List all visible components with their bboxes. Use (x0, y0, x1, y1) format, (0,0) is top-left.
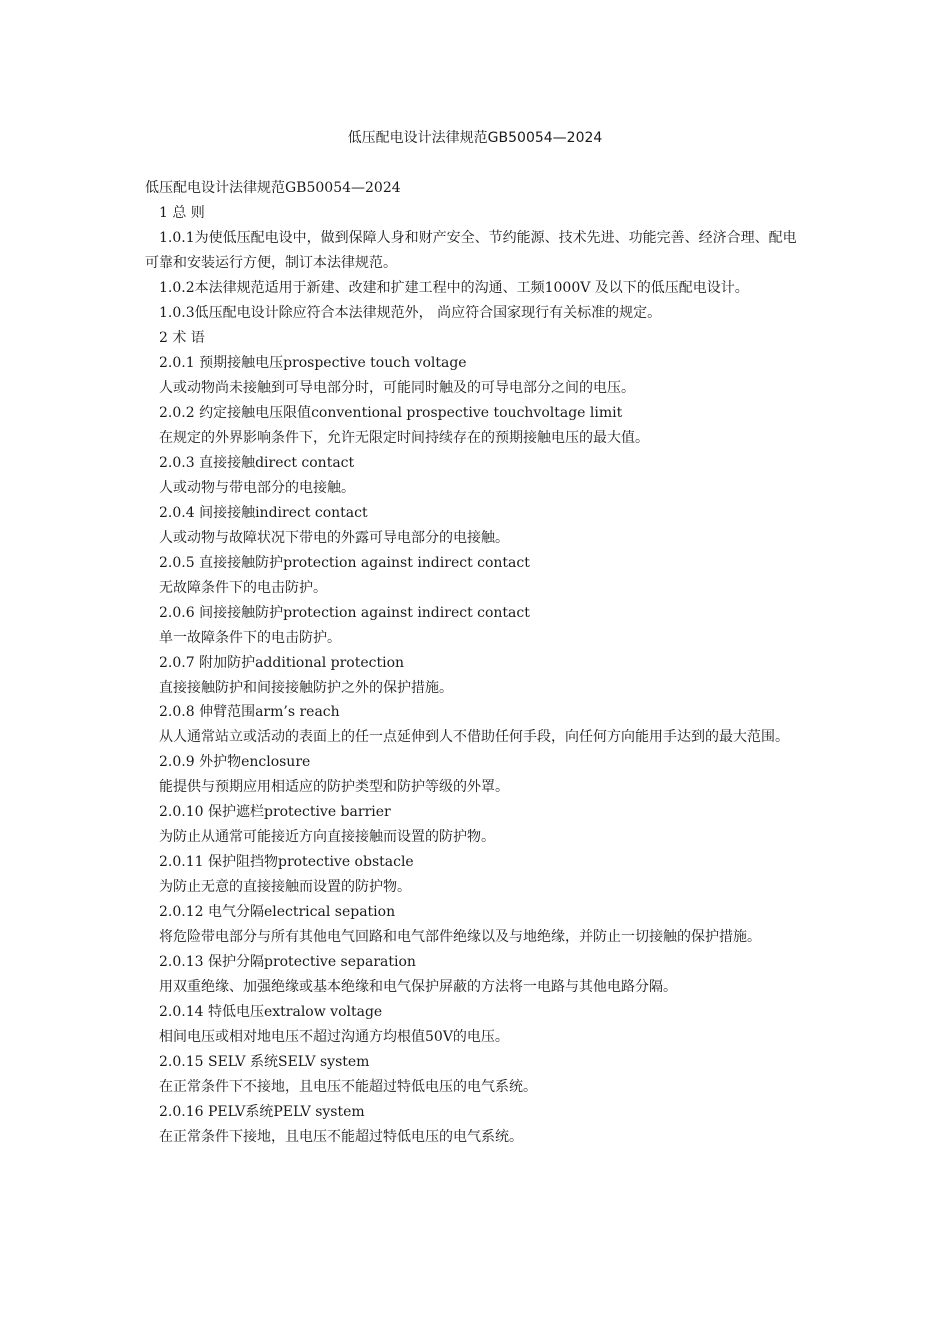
term-definition: 从人通常站立或活动的表面上的任一点延伸到人不借助任何手段，向任何方向能用手达到的最大范围。 (159, 729, 789, 746)
term-heading: 2.0.15 SELV 系统SELV system (159, 1054, 370, 1071)
term-heading: 2.0.2 约定接触电压限值conventional prospective touchvoltage limit (159, 404, 623, 421)
term-definition: 无故障条件下的电击防护。 (159, 579, 327, 596)
term-definition: 用双重绝缘、加强绝缘或基本绝缘和电气保护屏蔽的方法将一电路与其他电路分隔。 (159, 979, 677, 996)
clause: 1.0.3低压配电设计除应符合本法律规范外， 尚应符合国家现行有关标准的规定。 (159, 304, 662, 321)
term-definition: 相间电压或相对地电压不超过沟通方均根值50V的电压。 (159, 1029, 509, 1046)
term-heading: 2.0.5 直接接触防护protection against indirect contact (159, 554, 530, 571)
term-definition: 将危险带电部分与所有其他电气回路和电气部件绝缘以及与地绝缘，并防止一切接触的保护措施。 (159, 929, 761, 946)
term-heading: 2.0.11 保护阻挡物protective obstacle (159, 854, 414, 871)
term-heading: 2.0.12 电气分隔electrical sepation (159, 904, 396, 921)
term-heading: 2.0.10 保护遮栏protective barrier (159, 804, 391, 821)
term-heading: 2.0.1 预期接触电压prospective touch voltage (159, 354, 467, 371)
term-definition: 人或动物与带电部分的电接触。 (159, 479, 355, 496)
term-heading: 2.0.9 外护物enclosure (159, 754, 311, 771)
clause: 1.0.1为使低压配电设中，做到保障人身和财产安全、节约能源、技术先进、功能完善、经济合理、配电可靠和安装运行方便，制订本法律规范。 (145, 229, 797, 271)
term-definition: 为防止无意的直接接触而设置的防护物。 (159, 879, 411, 896)
term-definition: 直接接触防护和间接接触防护之外的保护措施。 (159, 679, 453, 696)
term-definition: 在规定的外界影响条件下，允许无限定时间持续存在的预期接触电压的最大值。 (159, 429, 649, 446)
term-definition: 在正常条件下不接地，且电压不能超过特低电压的电气系统。 (159, 1079, 537, 1096)
term-heading: 2.0.16 PELV系统PELV system (159, 1104, 365, 1121)
term-heading: 2.0.8 伸臂范围arm’s reach (159, 704, 340, 721)
section-heading: 2 术 语 (159, 329, 205, 346)
term-definition: 人或动物与故障状况下带电的外露可导电部分的电接触。 (159, 529, 509, 546)
term-heading: 2.0.3 直接接触direct contact (159, 454, 355, 471)
term-heading: 2.0.6 间接接触防护protection against indirect contact (159, 604, 530, 621)
term-definition: 为防止从通常可能接近方向直接接触而设置的防护物。 (159, 829, 495, 846)
term-heading: 2.0.14 特低电压extralow voltage (159, 1004, 383, 1021)
term-heading: 2.0.4 间接接触indirect contact (159, 504, 368, 521)
term-definition: 人或动物尚未接触到可导电部分时，可能同时触及的可导电部分之间的电压。 (159, 379, 635, 396)
page-title: 低压配电设计法律规范GB50054—2024 (347, 130, 603, 146)
term-definition: 单一故障条件下的电击防护。 (159, 629, 341, 646)
doc-heading: 低压配电设计法律规范GB50054—2024 (145, 180, 401, 196)
term-heading: 2.0.13 保护分隔protective separation (159, 954, 416, 971)
term-heading: 2.0.7 附加防护additional protection (159, 654, 405, 671)
clause: 1.0.2本法律规范适用于新建、改建和扩建工程中的沟通、工频1000V 及以下的低压配电设计。 (159, 279, 749, 296)
term-definition: 在正常条件下接地，且电压不能超过特低电压的电气系统。 (159, 1129, 523, 1146)
section-heading: 1 总 则 (159, 204, 205, 221)
term-definition: 能提供与预期应用相适应的防护类型和防护等级的外罩。 (159, 779, 509, 796)
document-body (145, 176, 807, 1150)
